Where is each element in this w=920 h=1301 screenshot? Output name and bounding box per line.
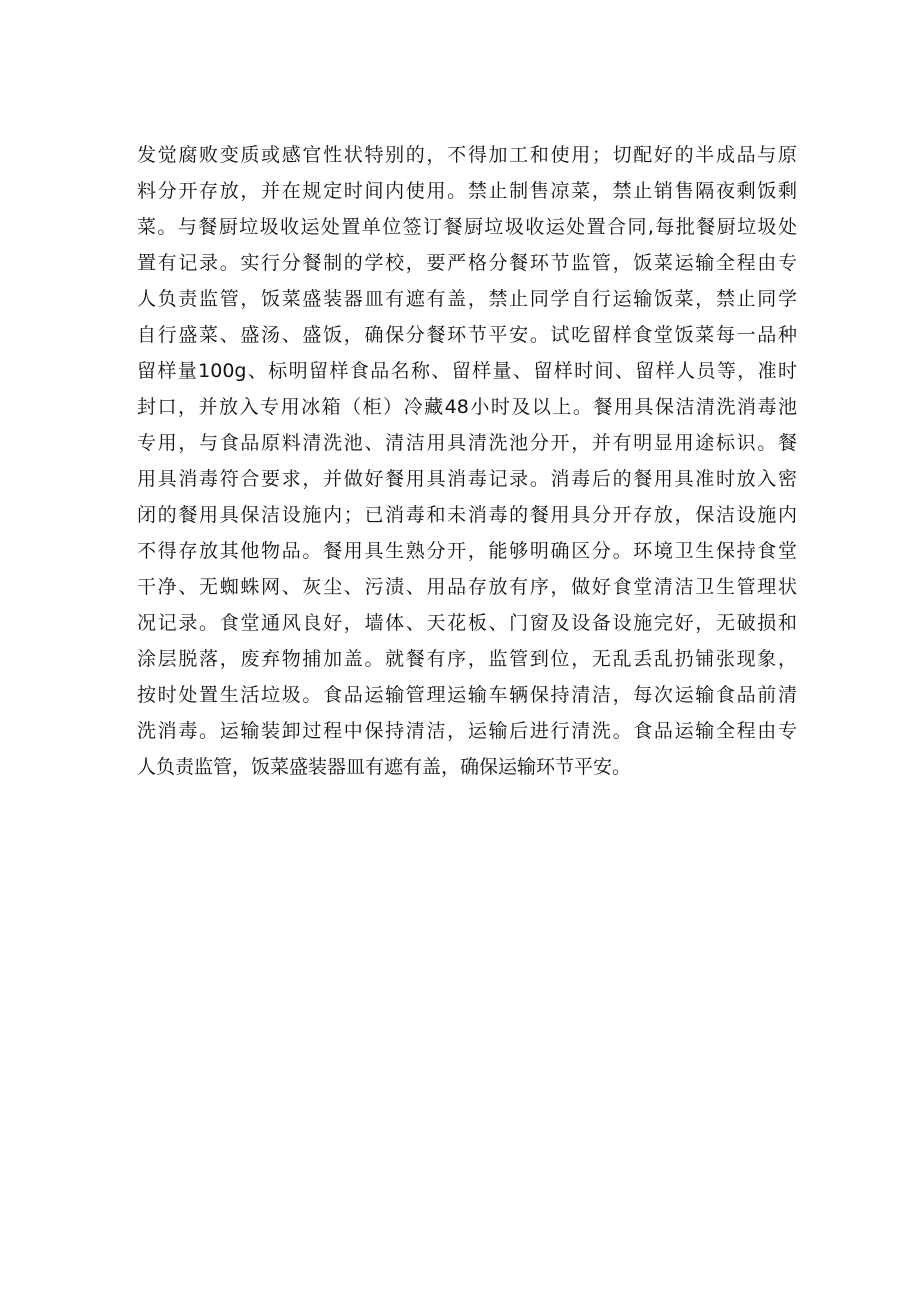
body-paragraph [137, 137, 797, 785]
text-line: 不得存放其他物品。餐用具生熟分开，能够明确区分。环境卫生保持食堂 [137, 540, 797, 562]
text-line: 置有记录。实行分餐制的学校，要严格分餐环节监管，饭菜运输全程由专 [137, 252, 797, 274]
text-line: 用具消毒符合要求，并做好餐用具消毒记录。消毒后的餐用具准时放入密 [137, 468, 797, 490]
text-line: 封口，并放入专用冰箱（柜）冷藏48小时及以上。餐用具保洁清洗消毒池 [137, 396, 797, 418]
text-line: 按时处置生活垃圾。食品运输管理运输车辆保持清洁，每次运输食品前清 [137, 684, 797, 706]
text-line: 留样量100g、标明留样食品名称、留样量、留样时间、留样人员等，准时 [137, 360, 797, 382]
text-line: 专用，与食品原料清洗池、清洁用具清洗池分开，并有明显用途标识。餐 [137, 432, 797, 454]
text-line: 干净、无蜘蛛网、灰尘、污渍、用品存放有序，做好食堂清洁卫生管理状 [137, 576, 797, 598]
text-line: 涂层脱落，废弃物捕加盖。就餐有序，监管到位，无乱丢乱扔铺张现象， [137, 648, 797, 670]
text-line: 自行盛菜、盛汤、盛饭，确保分餐环节平安。试吃留样食堂饭菜每一品种 [137, 324, 797, 346]
text-line: 闭的餐用具保洁设施内；已消毒和未消毒的餐用具分开存放，保洁设施内 [137, 504, 797, 526]
text-line: 人负责监管，饭菜盛装器皿有遮有盖，确保运输环节平安。 [137, 756, 632, 778]
text-line: 菜。与餐厨垃圾收运处置单位签订餐厨垃圾收运处置合同,每批餐厨垃圾处 [137, 216, 797, 238]
text-line: 况记录。食堂通风良好，墙体、天花板、门窗及设备设施完好，无破损和 [137, 612, 797, 634]
text-line: 人负责监管，饭菜盛装器皿有遮有盖，禁止同学自行运输饭菜，禁止同学 [137, 288, 797, 310]
text-line: 发觉腐败变质或感官性状特别的，不得加工和使用；切配好的半成品与原 [137, 144, 797, 166]
text-line: 料分开存放，并在规定时间内使用。禁止制售凉菜，禁止销售隔夜剩饭剩 [137, 180, 797, 202]
text-line: 洗消毒。运输装卸过程中保持清洁，运输后进行清洗。食品运输全程由专 [137, 720, 797, 742]
